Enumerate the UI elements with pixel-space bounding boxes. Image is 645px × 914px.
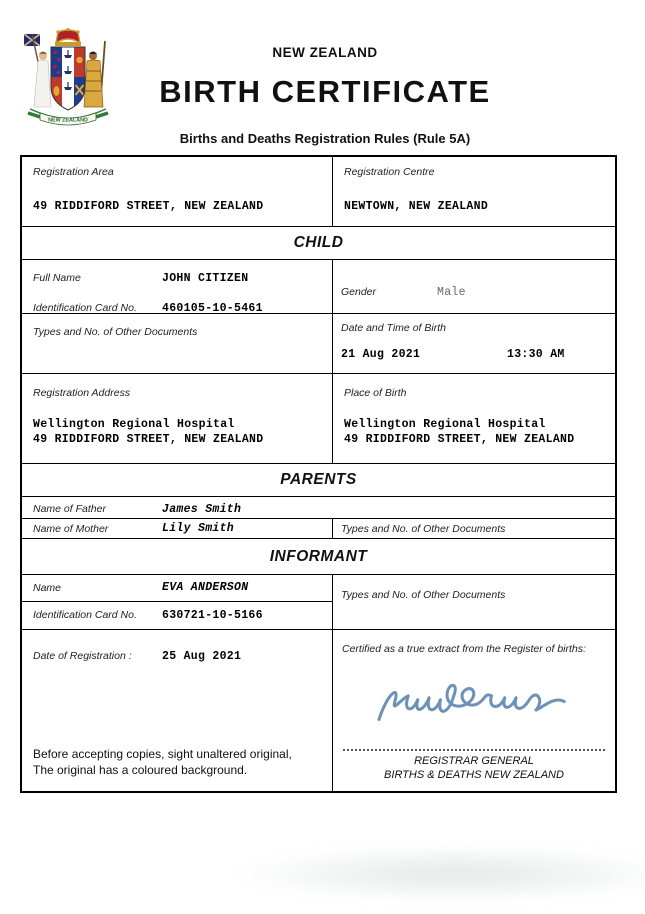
mother-label: Name of Mother xyxy=(33,522,109,535)
place-of-birth-label: Place of Birth xyxy=(344,387,407,399)
signature-dotted-line xyxy=(343,749,605,751)
place-of-birth-cell xyxy=(333,374,615,463)
registration-centre-cell xyxy=(333,157,615,226)
child-other-docs-label: Types and No. of Other Documents xyxy=(33,326,198,338)
registration-address-cell xyxy=(22,374,333,463)
gender-cell xyxy=(333,260,615,313)
birth-datetime-label: Date and Time of Birth xyxy=(341,322,446,334)
child-identity-row xyxy=(22,260,615,314)
registration-area-cell xyxy=(22,157,333,226)
gender-label: Gender xyxy=(341,286,377,298)
child-id-card-label: Identification Card No. xyxy=(33,302,137,314)
parents-other-docs-cell xyxy=(333,519,615,538)
emblem-banner-text: NEW ZEALAND xyxy=(48,117,88,124)
full-name-value: JOHN CITIZEN xyxy=(162,272,249,285)
birth-date-value: 21 Aug 2021 xyxy=(341,348,421,361)
registration-area-value: 49 RIDDIFORD STREET, NEW ZEALAND xyxy=(33,200,264,213)
date-of-registration-cell xyxy=(22,630,333,791)
informant-id-subrow xyxy=(22,602,332,629)
certified-extract-cell xyxy=(333,630,615,791)
informant-other-docs-label: Types and No. of Other Documents xyxy=(341,589,506,601)
parents-other-docs-label: Types and No. of Other Documents xyxy=(341,522,506,535)
certificate-header xyxy=(20,0,630,146)
father-label: Name of Father xyxy=(33,502,106,515)
registrar-signature-block xyxy=(342,749,606,782)
informant-section-header: INFORMANT xyxy=(22,539,615,575)
rules-subtitle: Births and Deaths Registration Rules (Rule 5A) xyxy=(179,131,471,146)
mother-value: Lily Smith xyxy=(162,522,235,535)
registration-address-label: Registration Address xyxy=(33,387,131,399)
child-id-card-value: 460105-10-5461 xyxy=(162,302,263,315)
informant-name-label: Name xyxy=(33,581,62,594)
registration-address-line2: 49 RIDDIFORD STREET, NEW ZEALAND xyxy=(33,433,264,446)
registration-centre-label: Registration Centre xyxy=(344,166,435,178)
scan-smudge xyxy=(225,845,645,903)
informant-id-card-label: Identification Card No. xyxy=(33,609,137,622)
copy-notice-line2: The original has a coloured background. xyxy=(33,762,248,777)
registrar-title-line1: REGISTRAR GENERAL xyxy=(414,755,534,767)
father-row xyxy=(22,497,615,519)
child-docs-birth-row xyxy=(22,314,615,374)
child-other-docs-cell xyxy=(22,314,333,373)
informant-id-card-value: 630721-10-5166 xyxy=(162,608,263,622)
full-name-label: Full Name xyxy=(33,272,81,284)
certificate-table xyxy=(20,155,617,793)
certified-extract-label: Certified as a true extract from the Register of births: xyxy=(342,643,586,655)
informant-name-subrow xyxy=(22,575,332,602)
informant-left-cell xyxy=(22,575,333,629)
place-of-birth-line1: Wellington Regional Hospital xyxy=(344,418,546,431)
informant-name-value: EVA ANDERSON xyxy=(162,581,249,595)
mother-row xyxy=(22,519,615,539)
birth-datetime-cell xyxy=(333,314,615,373)
page-title: BIRTH CERTIFICATE xyxy=(159,74,491,109)
address-birthplace-row xyxy=(22,374,615,464)
gender-value: Male xyxy=(437,286,466,299)
date-of-registration-value: 25 Aug 2021 xyxy=(162,650,242,663)
certification-row xyxy=(22,630,615,791)
registration-row xyxy=(22,157,615,227)
registration-centre-value: NEWTOWN, NEW ZEALAND xyxy=(344,200,489,213)
informant-row xyxy=(22,575,615,630)
country-title: NEW ZEALAND xyxy=(272,45,378,60)
registrar-title-line2: BIRTHS & DEATHS NEW ZEALAND xyxy=(384,769,564,781)
copy-notice xyxy=(33,747,326,778)
child-name-id-cell xyxy=(22,260,333,313)
copy-notice-line1: Before accepting copies, sight unaltered original, xyxy=(33,747,292,761)
child-section-header: CHILD xyxy=(22,227,615,260)
registration-area-label: Registration Area xyxy=(33,166,114,178)
father-cell xyxy=(22,499,615,517)
signature-scribble xyxy=(342,676,606,728)
informant-other-docs-cell xyxy=(333,575,615,629)
registration-address-line1: Wellington Regional Hospital xyxy=(33,418,235,431)
place-of-birth-line2: 49 RIDDIFORD STREET, NEW ZEALAND xyxy=(344,433,575,446)
father-value: James Smith xyxy=(162,502,242,516)
mother-cell xyxy=(22,519,333,538)
birth-time-value: 13:30 AM xyxy=(507,348,565,361)
parents-section-header: PARENTS xyxy=(22,464,615,497)
date-of-registration-label: Date of Registration : xyxy=(33,650,132,662)
